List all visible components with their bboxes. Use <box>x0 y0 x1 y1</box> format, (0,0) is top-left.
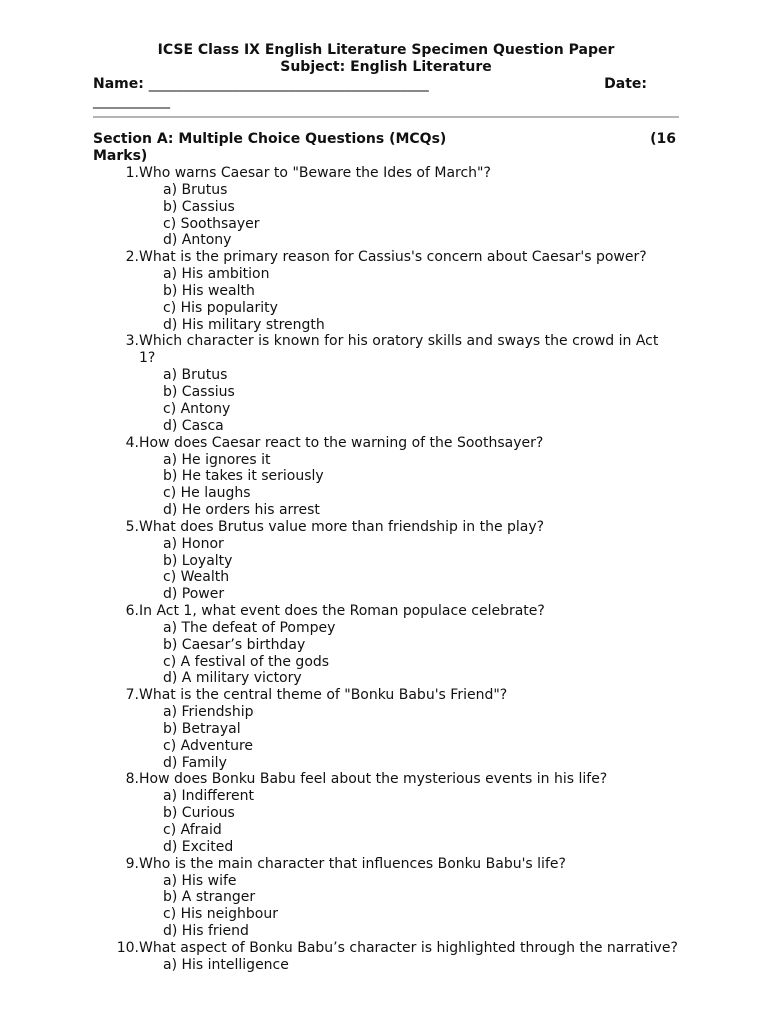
question-line <box>93 603 679 620</box>
name-date-row <box>93 76 679 93</box>
question-line <box>93 687 679 704</box>
answer-option: b) Cassius <box>163 198 235 215</box>
option-list <box>93 266 679 333</box>
question-line <box>93 856 679 873</box>
answer-option: a) Indifferent <box>163 788 254 805</box>
answer-option: a) He ignores it <box>163 451 271 468</box>
section-a-marks-continued: Marks) <box>93 148 148 164</box>
answer-option: d) Power <box>163 586 225 603</box>
name-label: Name: <box>93 76 144 92</box>
answer-option: b) Betrayal <box>163 720 241 737</box>
question-line <box>93 519 679 536</box>
date-label: Date: <box>604 76 647 92</box>
question-line <box>93 333 679 367</box>
question-number: 3. <box>125 333 139 350</box>
answer-option: c) Antony <box>163 400 231 417</box>
option-list <box>93 536 679 603</box>
answer-option: d) His military strength <box>163 316 325 333</box>
section-a-heading: Section A: Multiple Choice Questions (MCQs) <box>93 131 447 147</box>
question-paper <box>93 42 679 973</box>
section-a-marks: (16 <box>650 131 676 147</box>
answer-option: d) His friend <box>163 922 249 939</box>
answer-option: d) Casca <box>163 417 224 434</box>
question-item <box>93 519 679 603</box>
answer-option: a) Honor <box>163 535 224 552</box>
question-item <box>93 687 679 771</box>
question-text: Who is the main character that influences Bonku Babu's life? <box>139 855 566 872</box>
answer-option: a) His intelligence <box>163 956 289 973</box>
section-a-heading-row <box>93 131 679 148</box>
answer-option: c) Afraid <box>163 821 222 838</box>
question-number: 6. <box>125 602 139 619</box>
question-item <box>93 603 679 687</box>
paper-title: ICSE Class IX English Literature Specimen Question Paper <box>157 42 615 58</box>
question-number: 2. <box>125 249 139 266</box>
question-line <box>93 165 679 182</box>
question-text: How does Bonku Babu feel about the mysterious events in his life? <box>139 771 608 788</box>
question-line <box>93 249 679 266</box>
answer-option: d) Excited <box>163 838 234 855</box>
option-list <box>93 788 679 855</box>
answer-option: c) Soothsayer <box>163 215 260 232</box>
answer-option: d) Antony <box>163 232 232 249</box>
date-blank: ___________ <box>93 93 170 109</box>
answer-option: a) Brutus <box>163 367 228 384</box>
question-item <box>93 249 679 333</box>
header-divider <box>93 116 679 118</box>
answer-option: b) He takes it seriously <box>163 468 324 485</box>
answer-option: a) Brutus <box>163 182 228 198</box>
question-text: What is the central theme of "Bonku Babu's Friend"? <box>139 687 508 704</box>
question-number: 1. <box>125 165 139 181</box>
question-line <box>93 771 679 788</box>
option-list <box>93 704 679 771</box>
name-blank: ________________________________________ <box>148 76 429 92</box>
question-item <box>93 856 679 940</box>
option-list <box>93 182 679 249</box>
answer-option: d) Family <box>163 754 227 771</box>
answer-option: a) His wife <box>163 872 237 889</box>
answer-option: b) Curious <box>163 805 235 822</box>
question-text: What aspect of Bonku Babu’s character is highlighted through the narrative? <box>139 939 678 956</box>
question-list <box>93 165 679 973</box>
answer-option: c) His neighbour <box>163 906 278 923</box>
question-number: 7. <box>125 687 139 704</box>
question-text: Which character is known for his oratory skills and sways the crowd in Act 1? <box>139 333 659 367</box>
answer-option: d) A military victory <box>163 670 302 687</box>
name-field <box>93 76 429 93</box>
answer-option: a) His ambition <box>163 266 270 283</box>
answer-option: a) Friendship <box>163 704 254 721</box>
option-list <box>93 620 679 687</box>
question-line <box>93 435 679 452</box>
question-number: 10. <box>116 939 139 956</box>
question-text: Who warns Caesar to "Beware the Ides of March"? <box>139 165 491 181</box>
answer-option: c) Adventure <box>163 737 254 754</box>
answer-option: c) He laughs <box>163 485 251 502</box>
question-number: 8. <box>125 771 139 788</box>
question-line <box>93 940 679 957</box>
question-number: 9. <box>125 855 139 872</box>
answer-option: c) His popularity <box>163 299 278 316</box>
paper-subject: Subject: English Literature <box>280 59 492 75</box>
question-text: What does Brutus value more than friendship in the play? <box>139 518 545 535</box>
question-number: 5. <box>125 518 139 535</box>
answer-option: b) Cassius <box>163 384 235 401</box>
question-item <box>93 940 679 974</box>
answer-option: b) Caesar’s birthday <box>163 636 306 653</box>
answer-option: b) His wealth <box>163 282 255 299</box>
answer-option: c) Wealth <box>163 569 230 586</box>
question-item <box>93 165 679 249</box>
answer-option: c) A festival of the gods <box>163 653 330 670</box>
option-list <box>93 873 679 940</box>
option-list <box>93 452 679 519</box>
answer-option: d) He orders his arrest <box>163 501 320 518</box>
question-number: 4. <box>125 434 139 451</box>
answer-option: a) The defeat of Pompey <box>163 619 336 636</box>
question-item <box>93 333 679 434</box>
question-item <box>93 435 679 519</box>
answer-option: b) A stranger <box>163 889 256 906</box>
question-text: In Act 1, what event does the Roman populace celebrate? <box>139 602 545 619</box>
question-text: How does Caesar react to the warning of the Soothsayer? <box>139 434 544 451</box>
question-item <box>93 771 679 855</box>
option-list <box>93 957 679 974</box>
answer-option: b) Loyalty <box>163 552 233 569</box>
option-list <box>93 367 679 434</box>
question-text: What is the primary reason for Cassius's concern about Caesar's power? <box>139 249 647 266</box>
